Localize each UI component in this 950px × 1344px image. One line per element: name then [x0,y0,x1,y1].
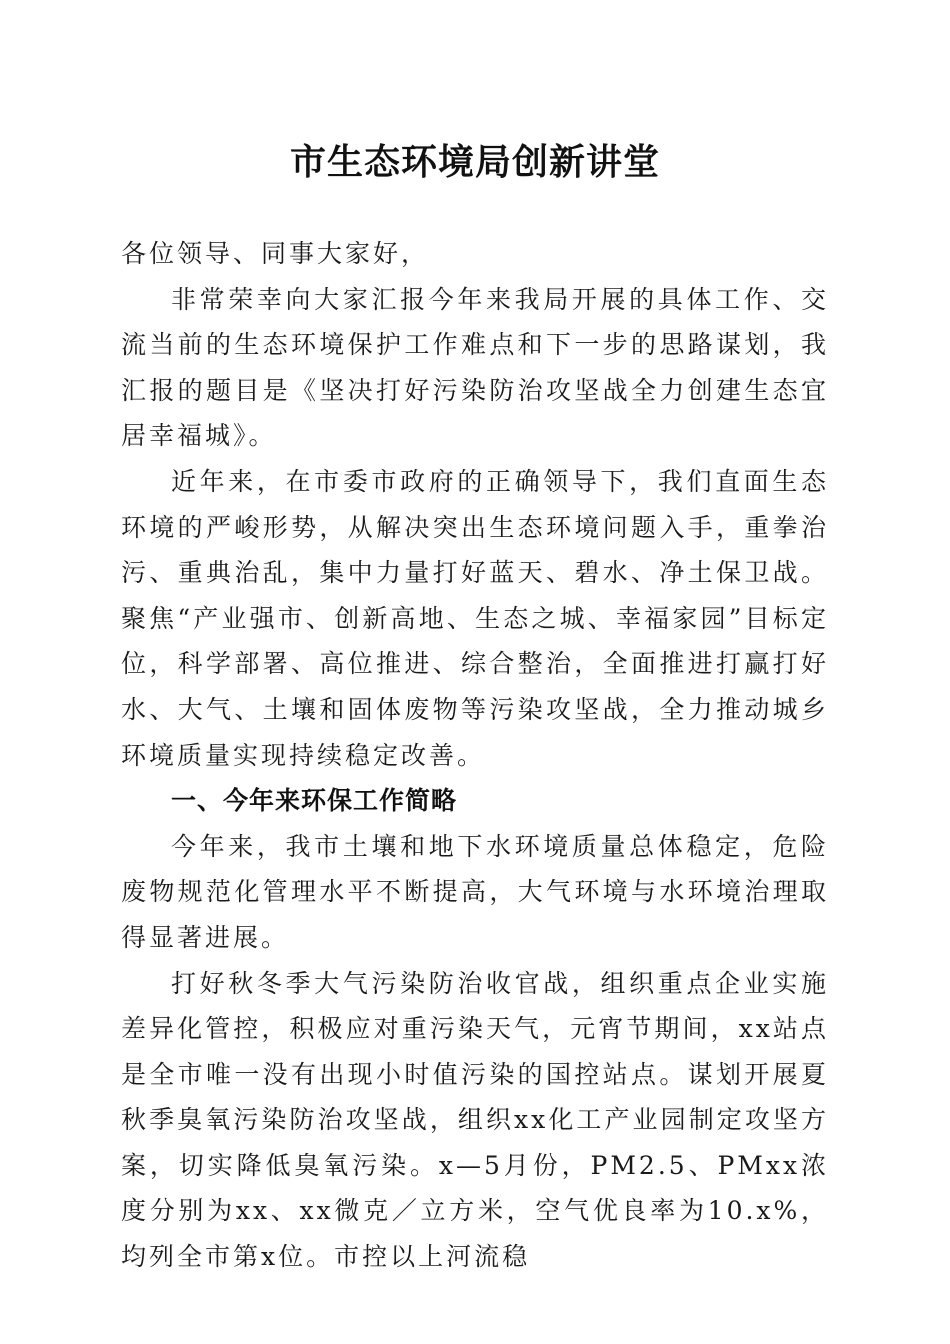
paragraph-background: 近年来，在市委市政府的正确领导下，我们直面生态环境的严峻形势，从解决突出生态环境问题入手，重拳治污、重典治乱，集中力量打好蓝天、碧水、净土保卫战。聚焦“产业强市、创新高地、生态之城、幸福家园”目标定位，科学部署、高位推进、综合整治，全面推进打赢打好水、大气、土壤和固体废物等污染攻坚战，全力推动城乡环境质量实现持续稳定改善。 [121,466,829,770]
paragraph-intro: 非常荣幸向大家汇报今年来我局开展的具体工作、交流当前的生态环境保护工作难点和下一步的思路谋划，我汇报的题目是《坚决打好污染防治攻坚战全力创建生态宜居幸福城》。 [121,284,829,451]
greeting: 各位领导、同事大家好， [121,239,430,268]
page-title: 市生态环境局创新讲堂 [289,141,660,183]
section-heading: 一、今年来环保工作简略 [171,786,458,816]
document-body [121,231,829,1280]
paragraph-summary: 今年来，我市土壤和地下水环境质量总体稳定，危险废物规范化管理水平不断提高，大气环境与水环境治理取得显著进展。 [121,831,829,952]
paragraph-air-quality: 打好秋冬季大气污染防治收官战，组织重点企业实施差异化管控，积极应对重污染天气，元宵节期间，xx站点是全市唯一没有出现小时值污染的国控站点。谋划开展夏秋季臭氧污染防治攻坚战，组织xx化工产业园制定攻坚方案，切实降低臭氧污染。x—5月份，PM2.5、PMxx浓度分别为xx、xx微克／立方米，空气优良率为10.x%，均列全市第x位。市控以上河流稳 [121,968,829,1272]
